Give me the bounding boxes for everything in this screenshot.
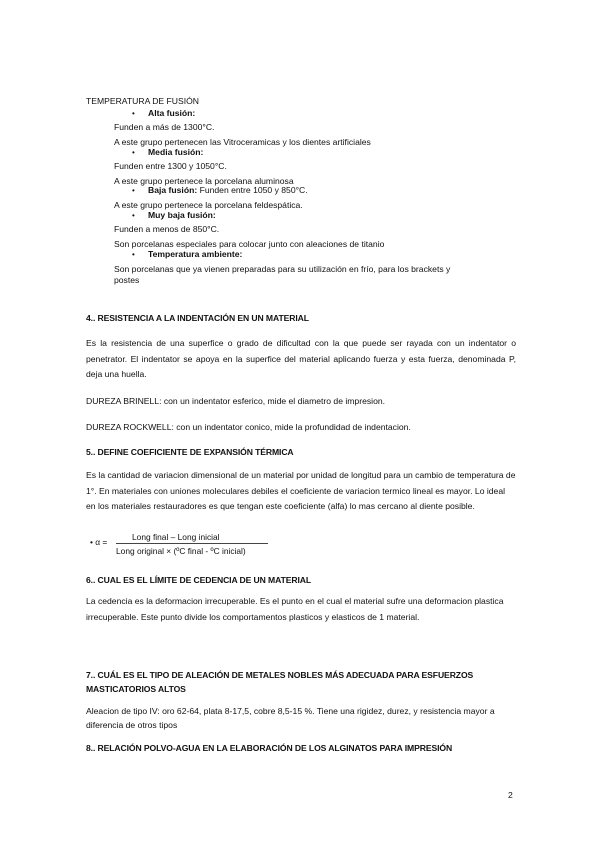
media-text: Funden entre 1300 y 1050°C.	[114, 161, 227, 171]
ambiente-text-2: postes	[114, 275, 140, 285]
section-7-paragraph: Aleacion de tipo IV: oro 62-64, plata 8-17,5, cobre 8,5-15 %. Tiene una rigidez, durez, y resistencia mayor a diferencia de otros tipos	[86, 706, 495, 730]
fraction-bar	[116, 543, 268, 544]
media-group: A este grupo pertenece la porcelana aluminosa	[114, 176, 294, 186]
baja-text: Funden entre 1050 y 850°C.	[197, 185, 308, 195]
section-4-heading: 4.. RESISTENCIA A LA INDENTACIÓN EN UN MATERIAL	[86, 313, 309, 323]
ambiente-label: Temperatura ambiente:	[148, 249, 243, 259]
section-5-paragraph: Es la cantidad de variacion dimensional de un material por unidad de longitud para un cambio de temperatura de 1°. En materiales con uniones moleculares debiles el coeficiente de variacion termico lineal es mayor. Lo ideal en los materiales restauradores es que tengan este coeficiente (alfa) lo mas cercano al diente posible.	[86, 470, 516, 511]
baja-group: A este grupo pertenece la porcelana feldespática.	[114, 200, 303, 210]
section-8-heading: 8.. RELACIÓN POLVO-AGUA EN LA ELABORACIÓN DE LOS ALGINATOS PARA IMPRESIÓN	[86, 743, 453, 753]
media-label: Media fusión:	[148, 147, 204, 157]
baja-label: Baja fusión:	[148, 185, 198, 195]
bullet-icon: •	[132, 186, 135, 195]
section-4-paragraph: Es la resistencia de una superfice o grado de dificultad con la que puede ser rayada con un indentator o penetrator. El indentator se apoya en la superfice del material aplicando fuerza y esta fuerza, denominada P, deja una huella.	[86, 338, 516, 379]
dureza-brinell: DUREZA BRINELL: con un indentator esferico, mide el diametro de impresion.	[86, 396, 386, 406]
section-6-paragraph: La cedencia es la deformacion irrecuperable. Es el punto en el cual el material sufre una deformacion plastica irrecuperable. Este punto divide los comportamentos plasticos y elasticos de 1 material.	[86, 596, 504, 622]
section-7-heading-line-2: MASTICATORIOS ALTOS	[86, 684, 186, 694]
section-7-heading-line-1: 7.. CUÁL ES EL TIPO DE ALEACIÓN DE METALES NOBLES MÁS ADECUADA PARA ESFUERZOS	[86, 670, 474, 680]
formula-denominator: Long original × (ºC final - ºC inicial)	[116, 546, 246, 556]
muy-baja-label: Muy baja fusión:	[148, 210, 216, 220]
bullet-icon: •	[132, 148, 135, 157]
bullet-icon: •	[132, 250, 135, 259]
section-5-heading: 5.. DEFINE COEFICIENTE DE EXPANSIÓN TÉRMICA	[86, 447, 294, 457]
baja-line	[148, 185, 308, 196]
muy-baja-group: Son porcelanas especiales para colocar junto con aleaciones de titanio	[114, 239, 385, 249]
alta-label: Alta fusión:	[148, 108, 196, 118]
expansion-formula	[90, 532, 290, 558]
alta-text: Funden a más de 1300°C.	[114, 122, 215, 132]
muy-baja-text: Funden a menos de 850°C.	[114, 224, 220, 234]
bullet-icon: •	[132, 109, 135, 118]
dureza-rockwell: DUREZA ROCKWELL: con un indentator conico, mide la profundidad de indentacion.	[86, 422, 411, 432]
ambiente-text-1: Son porcelanas que ya vienen preparadas para su utilización en frío, para los brackets y	[114, 264, 451, 274]
alta-group: A este grupo pertenecen las Vitroceramicas y los dientes artificiales	[114, 137, 371, 147]
fusion-title: TEMPERATURA DE FUSIÓN	[86, 96, 200, 106]
bullet-icon: •	[132, 211, 135, 220]
formula-lhs: • α =	[90, 537, 108, 547]
page-number: 2	[508, 790, 513, 800]
formula-numerator: Long final – Long inicial	[132, 532, 220, 542]
section-6-heading: 6.. CUAL ES EL LÍMITE DE CEDENCIA DE UN MATERIAL	[86, 575, 312, 585]
